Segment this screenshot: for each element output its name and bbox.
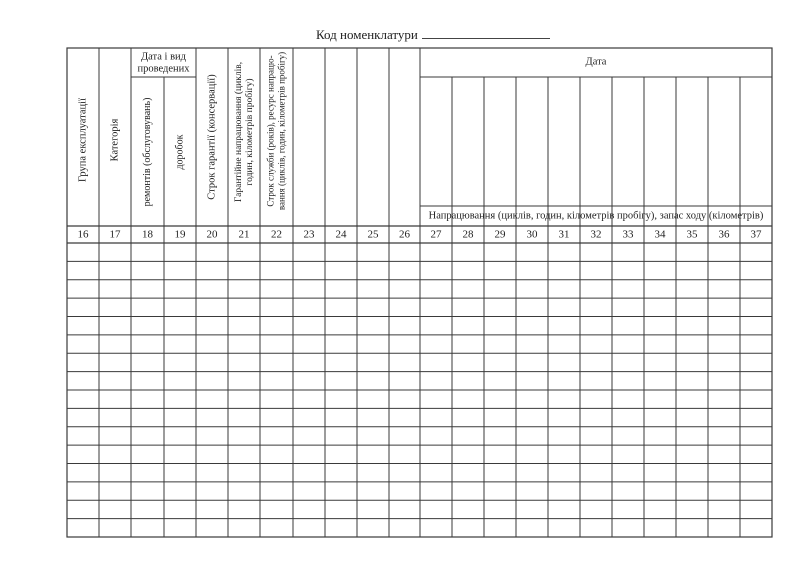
header-operation-group: Група експлуатації: [77, 97, 89, 183]
column-number: 37: [750, 228, 762, 241]
column-number: 18: [142, 228, 153, 241]
header-date-type-line1: Дата і вид: [140, 51, 187, 63]
nomenclature-code-label: Код номенклатури: [316, 27, 418, 42]
column-number: 35: [686, 228, 698, 241]
column-number: 32: [590, 228, 602, 241]
header-warranty-work-line2: годин, кілометрів пробігу): [245, 78, 256, 186]
column-number: 33: [622, 228, 634, 241]
column-number: 36: [718, 228, 730, 241]
column-number: 28: [462, 228, 474, 241]
header-repairs: ремонтів (обслуговувань): [141, 97, 153, 207]
header-category: Категорія: [109, 118, 121, 162]
column-number: 22: [271, 228, 282, 241]
column-number: 25: [367, 228, 379, 241]
column-number: 27: [430, 228, 442, 241]
column-number: 17: [109, 228, 121, 241]
column-number: 21: [238, 228, 250, 241]
column-number: 29: [494, 228, 506, 241]
column-number: 24: [335, 228, 347, 241]
column-number: 16: [77, 228, 89, 241]
column-number: 31: [558, 228, 570, 241]
header-service-line1: Строк служби (років), ресурс напрацю-: [265, 55, 276, 207]
header-operating-time: Напрацювання (циклів, годин, кілометрів пробігу), запас ходу (кілометрів): [428, 210, 764, 222]
header-date: Дата: [585, 56, 607, 68]
column-number: 30: [526, 228, 538, 241]
header-service-line2: вання (циклів, годин, кілометрів пробігу): [276, 51, 287, 211]
column-number: 20: [206, 228, 218, 241]
column-number: 19: [174, 228, 186, 241]
header-modifications: доробок: [174, 134, 186, 170]
column-number: 34: [654, 228, 666, 241]
column-number: 23: [303, 228, 315, 241]
column-number: 26: [399, 228, 410, 241]
header-date-type-line2: проведених: [137, 63, 190, 75]
header-warranty-work-line1: Гарантійне напрацювання (циклів,: [234, 61, 245, 203]
header-warranty-term: Строк гарантії (консервації): [206, 74, 218, 200]
